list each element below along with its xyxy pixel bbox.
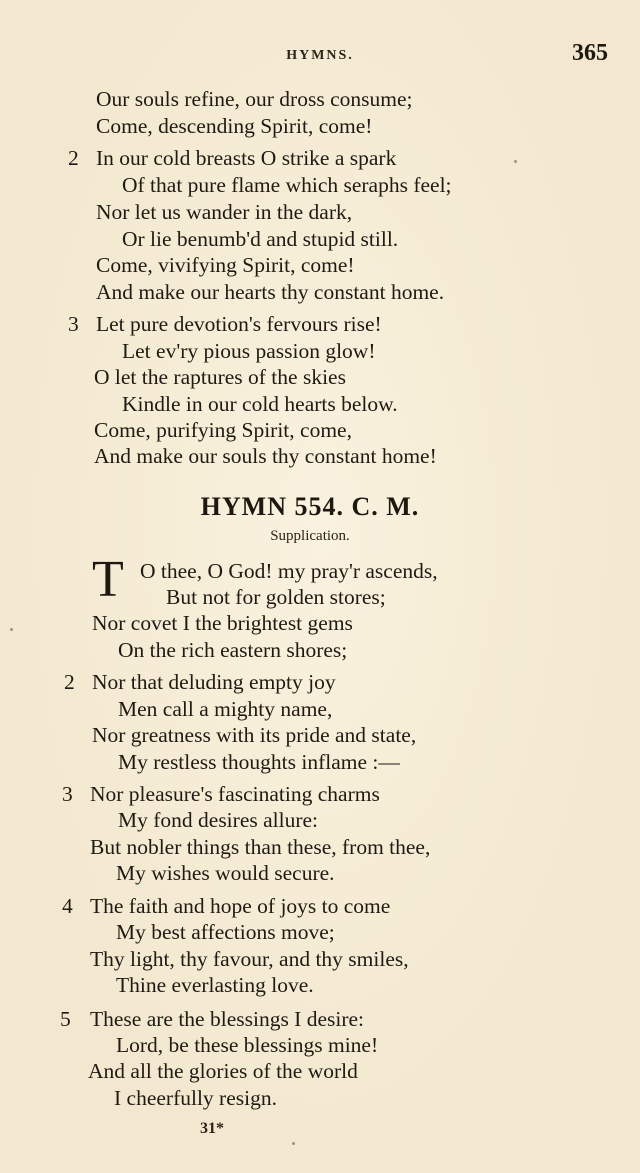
verse-line: Thine everlasting love. <box>116 973 314 997</box>
stanza-number: 2 <box>64 670 75 694</box>
verse-line: Nor let us wander in the dark, <box>96 200 353 224</box>
hymn-subtitle: Supplication. <box>270 528 350 544</box>
paper-speck <box>10 628 13 631</box>
verse-line: On the rich eastern shores; <box>118 638 348 662</box>
verse-line: Our souls refine, our dross consume; <box>96 87 413 111</box>
drop-cap: T <box>92 551 124 608</box>
verse-line: Kindle in our cold hearts below. <box>122 392 398 416</box>
verse-line: But not for golden stores; <box>166 585 386 609</box>
verse-line: My wishes would secure. <box>116 861 335 885</box>
verse-line: Nor covet I the brightest gems <box>92 611 353 635</box>
verse-line: In our cold breasts O strike a spark <box>96 146 397 170</box>
verse-line: Let pure devotion's fervours rise! <box>96 312 382 336</box>
verse-line: And make our hearts thy constant home. <box>96 280 445 304</box>
verse-line: Of that pure flame which seraphs feel; <box>122 173 452 197</box>
verse-line: I cheerfully resign. <box>114 1086 277 1110</box>
verse-line: My fond desires allure: <box>118 808 319 832</box>
verse-line: O let the raptures of the skies <box>94 365 346 389</box>
verse-line: These are the blessings I desire: <box>90 1007 365 1031</box>
verse-line: Nor that deluding empty joy <box>92 670 336 694</box>
verse-line: My restless thoughts inflame :— <box>118 750 400 774</box>
verse-line: And make our souls thy constant home! <box>94 444 437 468</box>
verse-line: And all the glories of the world <box>88 1059 358 1083</box>
verse-line: Lord, be these blessings mine! <box>116 1033 379 1057</box>
signature-mark: 31* <box>200 1120 224 1137</box>
running-title: HYMNS. <box>286 48 354 63</box>
verse-line: Let ev'ry pious passion glow! <box>122 339 376 363</box>
verse-line: Come, purifying Spirit, come, <box>94 418 352 442</box>
verse-line: Nor pleasure's fascinating charms <box>90 782 380 806</box>
stanza-number: 3 <box>62 782 73 806</box>
verse-line: O thee, O God! my pray'r ascends, <box>140 559 438 583</box>
page-number: 365 <box>572 40 608 66</box>
verse-line: Come, vivifying Spirit, come! <box>96 253 355 277</box>
stanza-number: 2 <box>68 146 79 170</box>
hymn-heading: HYMN 554. C. M. <box>200 492 420 521</box>
verse-line: My best affections move; <box>116 920 335 944</box>
verse-line: Men call a mighty name, <box>118 697 333 721</box>
verse-line: Thy light, thy favour, and thy smiles, <box>90 947 409 971</box>
paper-speck <box>514 160 517 163</box>
verse-line: The faith and hope of joys to come <box>90 894 391 918</box>
verse-line: Come, descending Spirit, come! <box>96 114 373 138</box>
verse-line: Nor greatness with its pride and state, <box>92 723 417 747</box>
stanza-number: 4 <box>62 894 73 918</box>
verse-line: But nobler things than these, from thee, <box>90 835 431 859</box>
paper-speck <box>292 1142 295 1145</box>
stanza-number: 3 <box>68 312 79 336</box>
stanza-number: 5 <box>60 1007 71 1031</box>
verse-line: Or lie benumb'd and stupid still. <box>122 227 399 251</box>
